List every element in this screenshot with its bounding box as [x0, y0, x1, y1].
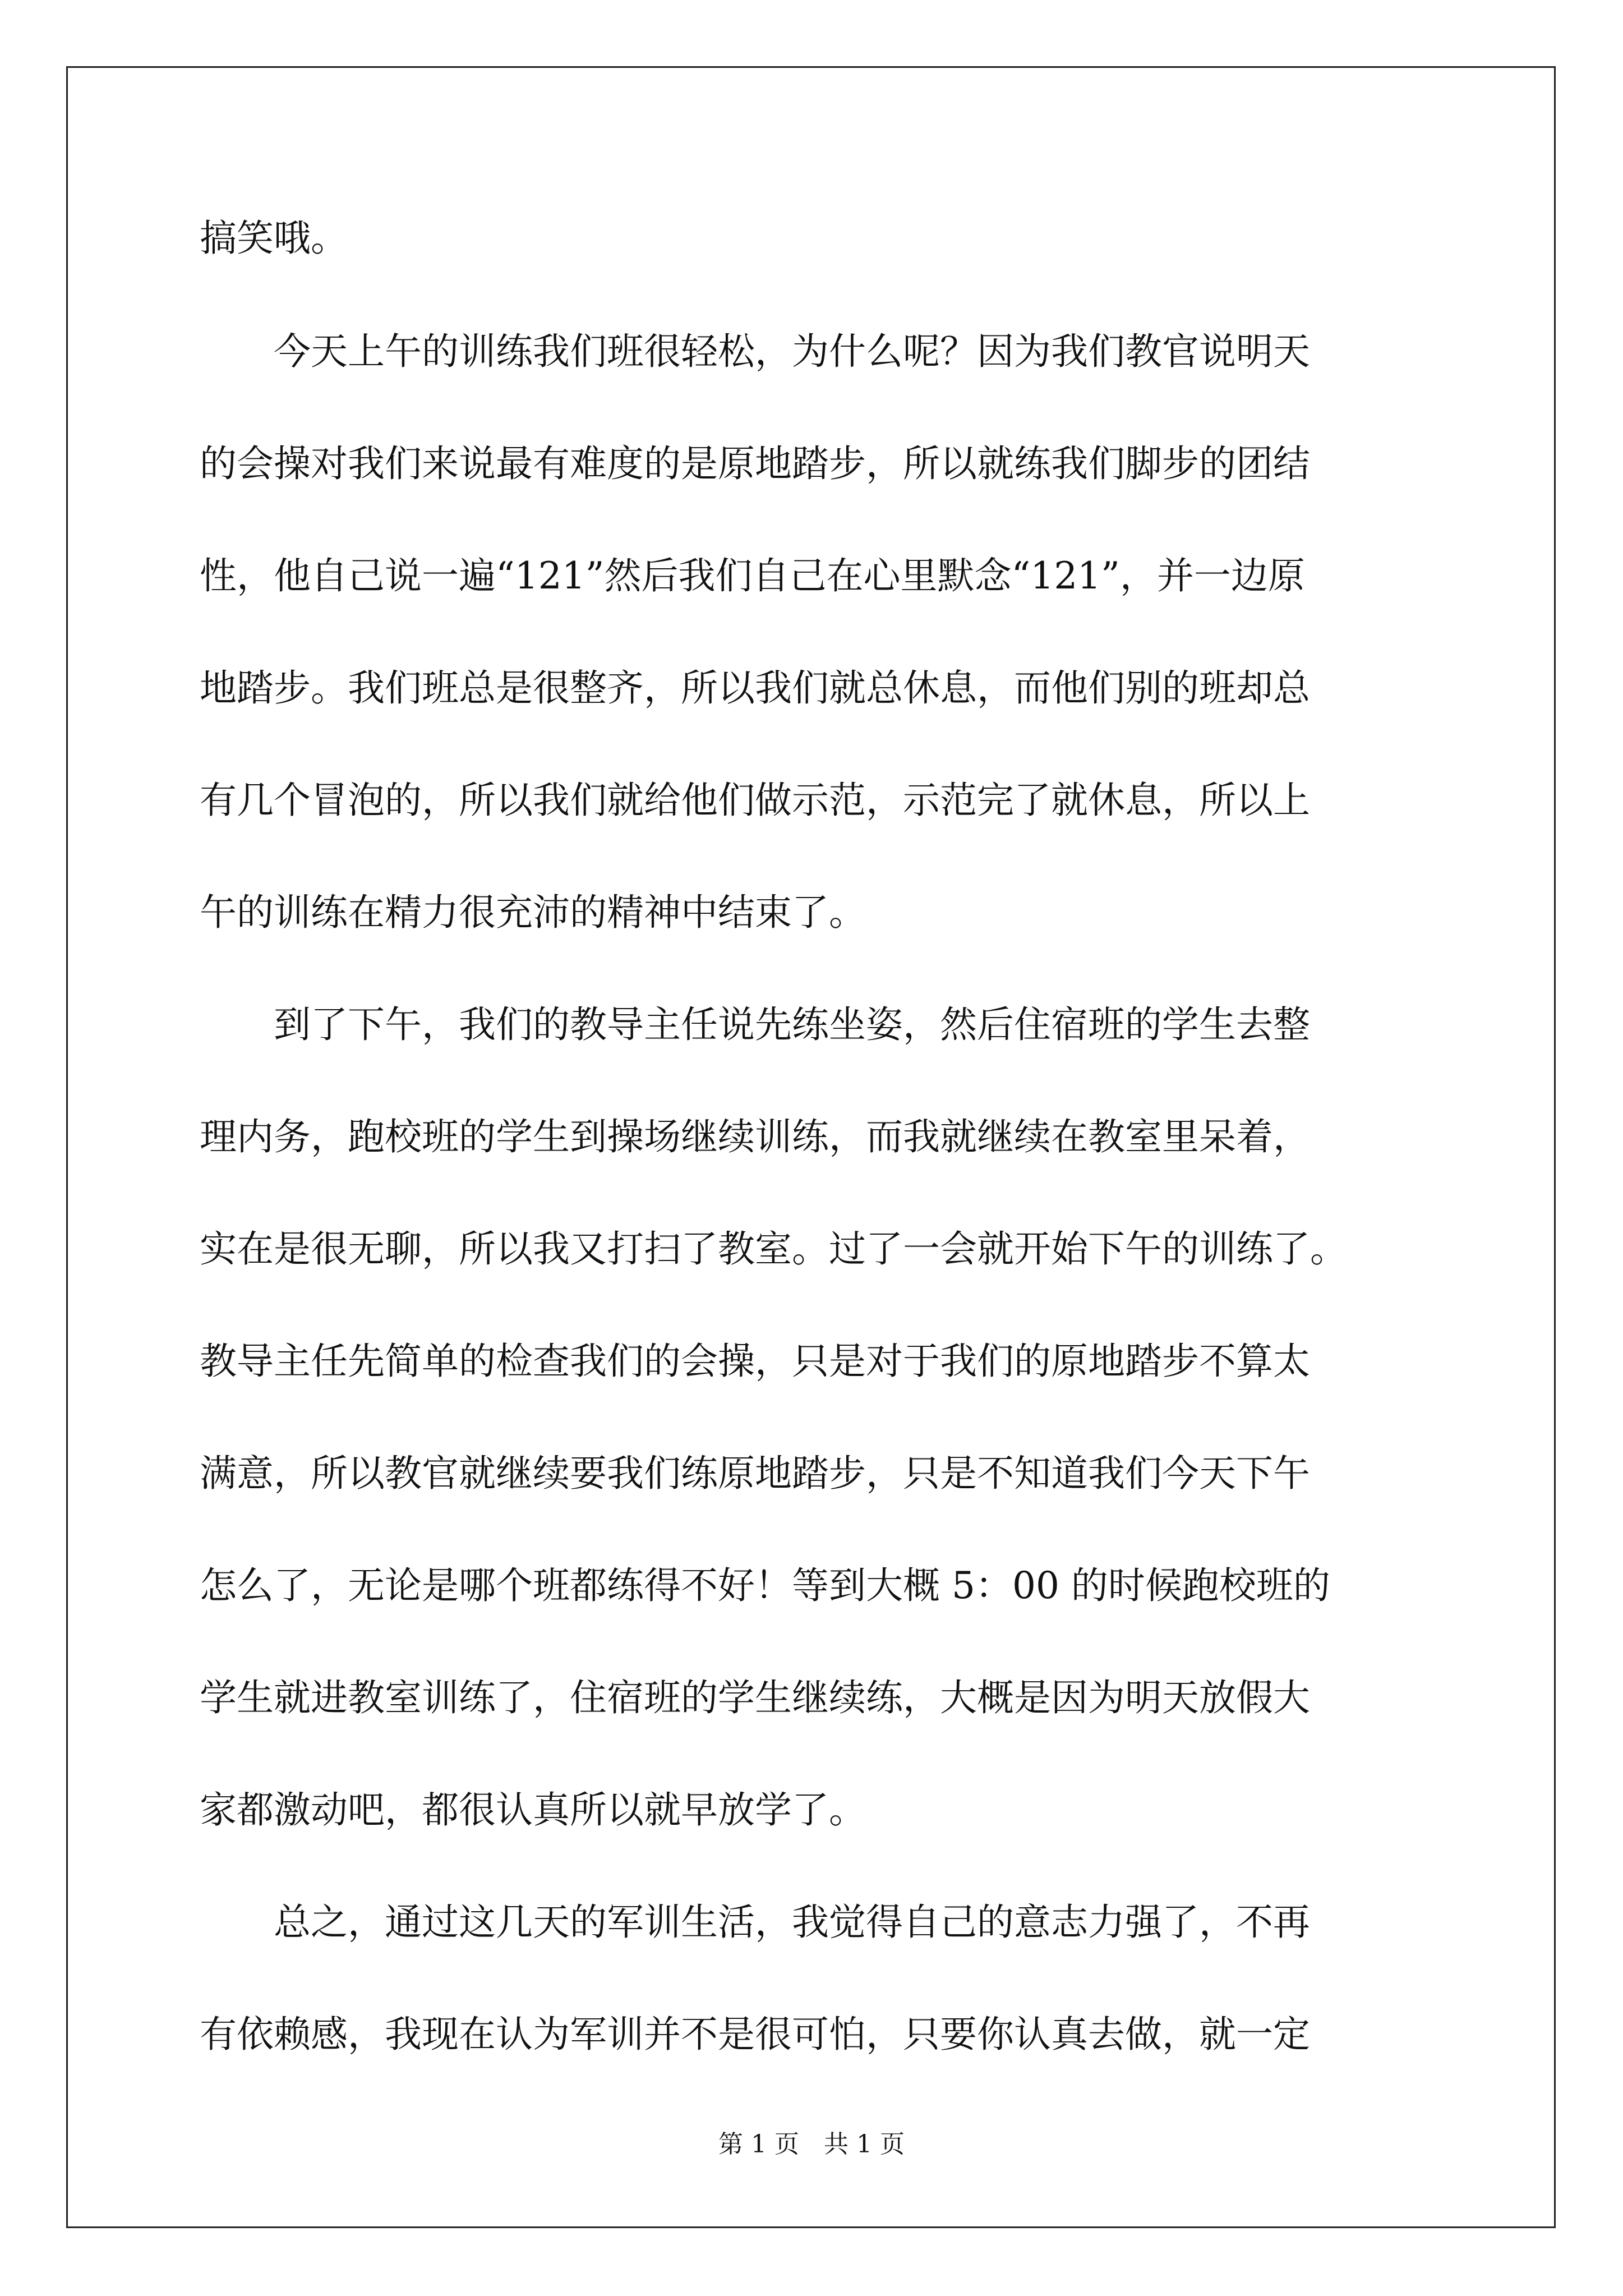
text-line: 实在是很无聊，所以我又打扫了教室。过了一会就开始下午的训练了。 — [200, 1227, 1347, 1271]
text-line: 地踏步。我们班总是很整齐，所以我们就总休息，而他们别的班却总 — [200, 666, 1310, 710]
text-line: 理内务，跑校班的学生到操场继续训练，而我就继续在教室里呆着， — [200, 1115, 1310, 1158]
text-line: 满意，所以教官就继续要我们练原地踏步，只是不知道我们今天下午 — [200, 1452, 1310, 1495]
text-line: 教导主任先简单的检查我们的会操，只是对于我们的原地踏步不算太 — [200, 1340, 1310, 1383]
text-line: 到了下午，我们的教导主任说先练坐姿，然后住宿班的学生去整 — [200, 1003, 1310, 1046]
text-line: 家都激动吧，都很认真所以就早放学了。 — [200, 1788, 866, 1832]
text-line: 学生就进教室训练了，住宿班的学生继续练，大概是因为明天放假大 — [200, 1676, 1310, 1719]
text-line: 怎么了，无论是哪个班都练得不好！等到大概 5：00 的时候跑校班的 — [200, 1564, 1330, 1607]
text-line: 总之，通过这几天的军训生活，我觉得自己的意志力强了，不再 — [200, 1901, 1310, 1944]
text-line: 有几个冒泡的，所以我们就给他们做示范，示范完了就休息，所以上 — [200, 779, 1310, 822]
text-line: 有依赖感，我现在认为军训并不是很可怕，只要你认真去做，就一定 — [200, 2013, 1310, 2056]
page-footer: 第 1 页 共 1 页 — [718, 2130, 905, 2159]
text-line: 搞笑哦。 — [200, 217, 348, 260]
text-line: 今天上午的训练我们班很轻松，为什么呢？因为我们教官说明天 — [200, 330, 1310, 373]
text-line: 性，他自己说一遍“121”然后我们自己在心里默念“121”，并一边原 — [200, 554, 1305, 597]
text-line: 午的训练在精力很充沛的精神中结束了。 — [200, 891, 866, 934]
text-line: 的会操对我们来说最有难度的是原地踏步，所以就练我们脚步的团结 — [200, 442, 1310, 485]
